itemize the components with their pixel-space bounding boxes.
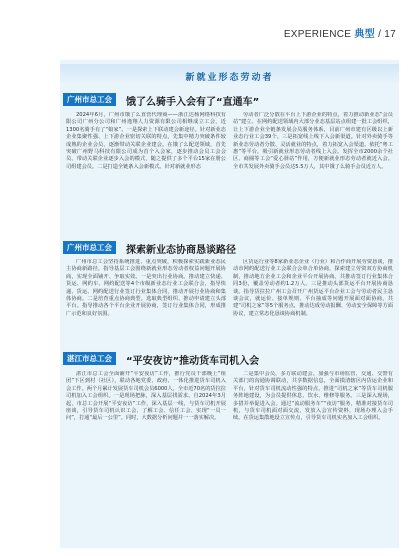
article-1-tag: 广州市总工会: [63, 93, 116, 106]
article-2-tag: 广州市总工会: [63, 241, 116, 254]
article-2-right-text: 区货运行业等8家新业态企业（行业）和合作商开展劳资恳谈，推动市网约配送行业工会联合会单合单协商，探索建立劳资双方协商机制，推动地方企业工会和企业平台开展协商。共推动签订行业集体合同3份，覆盖劳动者约1.2万人。三是推动头部货运平台开展协商恳谈。指导货拉拉广州工会召开广州货运平台企业工会与劳动者民主恳谈会议，就运价、接单规则、平台抽成等问题开展面对面协商，共建“司机之家”等5个服务点，推动达成劳动报酬、劳动安全保障等方面协议，建立常态化恳谈协商机制。: [233, 259, 393, 317]
article-1-headline: 饿了么骑手入会有了“直通车”: [126, 97, 260, 108]
article-2-left-text: 广州市总工会坚持系统推进、重点突破，积极探索实践新业态民主协商新路径，指导基层工会围绕新就业形态劳动者权益问题开展协商，实现全面铺开、争取实效。一是突出行业协商。推动建立快递、货运、网约车、网约配送等4个市级新业态行业工会联合会，指导快递、货运、网约配送行业签订行业集体合同，推动开展行业协商和集体协商。二是培育重点协商典型。选取典型组织、推动申请建立头部平台。指导推动各个平台企业开展协商，签订行业集体合同，形成推广示范和良好氛围。: [66, 259, 226, 317]
header-divider: /: [378, 29, 382, 40]
article-3-headline: “平安夜访”推动货车司机入会: [126, 356, 260, 367]
section-label-cn: 典型: [354, 29, 375, 40]
article-3-tag: 湛江市总工会: [63, 352, 116, 365]
article-1-right-column: [233, 112, 393, 244]
panel-title: 新就业形态劳动者: [185, 73, 274, 83]
article-2-right-column: [233, 259, 393, 352]
section-label: EXPERIENCE: [283, 29, 352, 40]
article-3-left-column: [66, 371, 226, 541]
article-3-right-column: [233, 371, 393, 541]
article-2-headline: 探索新业态协商恳谈路径: [126, 245, 236, 256]
article-1-left-column: [66, 112, 226, 244]
page-header: [284, 25, 396, 40]
article-3-left-text: 湛江市总工会全面铺开“平安夜访”工作，推行党员干部晚上“组团”下区到村（社区），联动各地党委、政府、一体化推进货车司机入会工作。两个月累计发展货车司机会员6000人，全市近70名的货拉拉司机加入工会组织。一是现场把脉，深入基层找需求。自2024年3月起，市总工会开展“平安夜访”工作，深入基层一线，与货车司机开展座谈，引导货车司机认识工会、了解工会、信任工会、实现“一员一问”，打通“最后一公里”。同时，大数据分析问题并一一落实解决。: [66, 371, 226, 422]
article-2-left-column: [66, 259, 226, 352]
article-1-right-text: 劳动者广泛分散在平台上下游企业的特点，着力推动新业态“会员站”建立。在网约配送领域内大部分业态基层站点组建一批工会组织，让上下游企业全链条发展会员服务体系，目前广州市建有区级以上新业态行业工会39个。三是拓宽线上线下入会新渠道。针对外卖骑手等新业态劳动者分散、灵活就业的特点，着力拓宽入会渠道。依托“粤工惠”等平台，吸引新就业形态劳动者线上入会。发挥全市2000余个社区、商圈等工会“爱心驿站”作用，方便新就业形态劳动者就近入会。全市共发展外卖骑手会员达5.5万人，其中饿了么骑手会员近万人。: [233, 112, 393, 170]
article-3-right-text: 二是集中会员，多方联动建会。加强与市场监管、交通、交警有关部门的沟通协调联动，共享数据信息，全面摸清辖区内货运企业和平台，针对货车司机流动性强的特点，推进“司机之家”等货车司机服务阵地建设，为会员提供休息、饮水、维修等服务。三是深入现场，多措并举促进入会。通过“流动服务车”“夜访”服务，精准对接货车司机，与货车司机面对面交流，发放入会宣传资料，现场办理入会手续。在货运集散地设立宣传点，引导货车司机实名加入工会组织。: [233, 371, 393, 422]
article-1-left-text: 2024年6月，广州市饿了么直营代理商——浙江达杨网络科技有限公司广州分公司和广州逸翔人力资源有限公司相继成立工会，近1300名骑手有了“娘家”。一是探索上下联动建会新途径。针对新业态企业集聚性强、上下游企业密切关联的特点，先集中精力突破条件较成熟的企业会员，逐渐带动关联企业建会。在饿了么配送领域，首先突破广州野马科技有限公司成为首个入会家，逐步推动会员工会会员、带动关联企业逐步入会的模式，随之提供了多个平台15家在册公司组建会员。二是打造全链条入会新模式。针对新就业形态: [66, 112, 226, 170]
page-number: 17: [384, 29, 396, 40]
